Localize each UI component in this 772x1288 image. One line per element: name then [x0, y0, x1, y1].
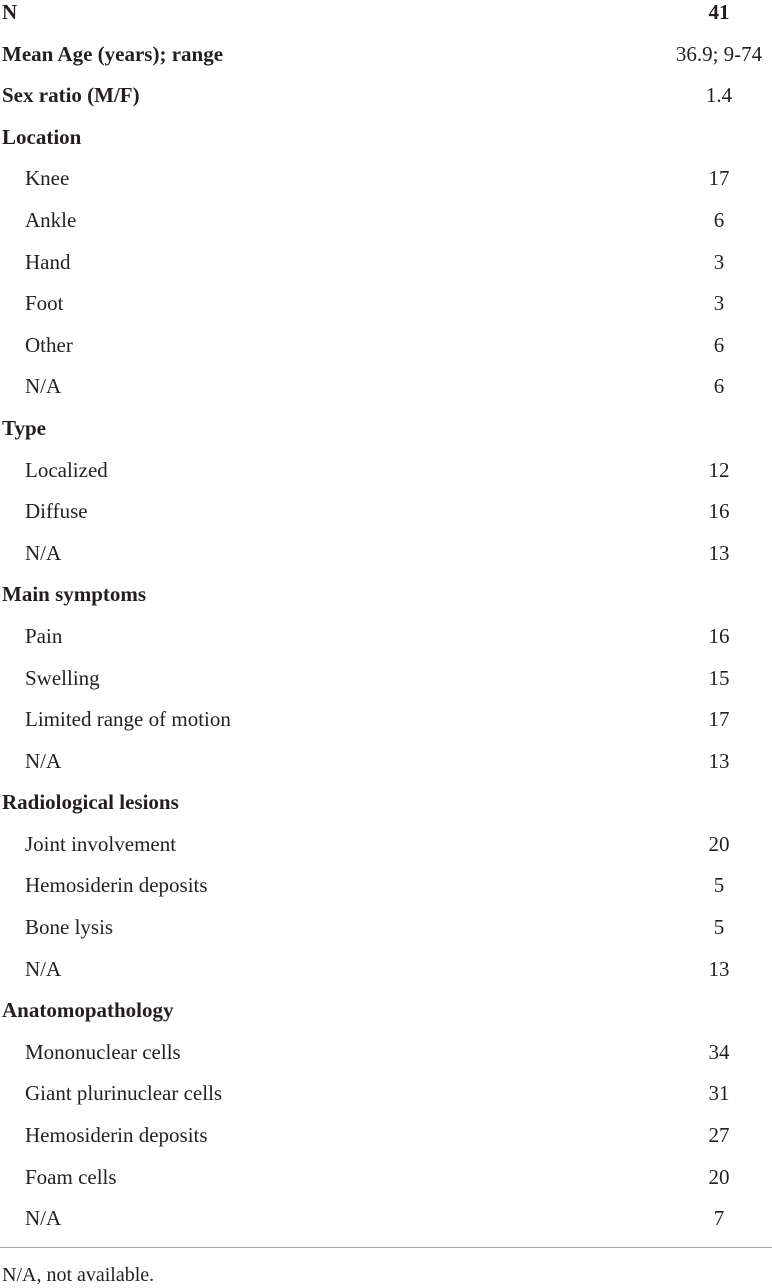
- table-row: [0, 166, 772, 208]
- row-label: Hemosiderin deposits: [25, 1123, 208, 1148]
- row-label: Other: [25, 332, 73, 357]
- table-row: [0, 1206, 772, 1248]
- table-row: [0, 915, 772, 957]
- row-value: 3: [713, 291, 725, 316]
- row-value: 12: [708, 457, 730, 482]
- table-row: [0, 458, 772, 500]
- row-label: Giant plurinuclear cells: [25, 1081, 223, 1106]
- table-row: [0, 582, 772, 624]
- table-row: [0, 1165, 772, 1207]
- row-value: 6: [713, 332, 725, 357]
- table-row: [0, 250, 772, 292]
- row-label: N/A: [25, 956, 62, 981]
- row-label: Foot: [25, 291, 64, 316]
- row-value: 31: [708, 1081, 730, 1106]
- table-row: [0, 624, 772, 666]
- table-row: [0, 416, 772, 458]
- table-row: [0, 790, 772, 832]
- table-row: [0, 998, 772, 1040]
- row-value: 5: [713, 873, 725, 898]
- row-heading: Type: [2, 415, 46, 440]
- row-heading: Radiological lesions: [2, 790, 179, 815]
- table-row: [0, 333, 772, 375]
- row-value: 17: [708, 707, 730, 732]
- row-label: Swelling: [25, 665, 100, 690]
- table-row: [0, 0, 772, 42]
- table-row: [0, 125, 772, 167]
- row-label: N/A: [25, 540, 62, 565]
- row-label: Hand: [25, 249, 71, 274]
- row-value: 17: [708, 166, 730, 191]
- table-row: [0, 1040, 772, 1082]
- table-row: [0, 499, 772, 541]
- row-value: 16: [708, 623, 730, 648]
- row-label: Localized: [25, 457, 108, 482]
- row-heading: Main symptoms: [2, 582, 147, 607]
- row-value: 6: [713, 374, 725, 399]
- row-value: 34: [708, 1039, 730, 1064]
- table-row: [0, 208, 772, 250]
- row-heading: Mean Age (years); range: [2, 41, 224, 66]
- table-row: [0, 541, 772, 583]
- row-label: Joint involvement: [25, 831, 177, 856]
- table-row: [0, 666, 772, 708]
- table-row: [0, 873, 772, 915]
- row-label: Mononuclear cells: [25, 1039, 181, 1064]
- table-bottom-rule: [0, 1247, 772, 1248]
- table-row: [0, 374, 772, 416]
- row-value: 3: [713, 249, 725, 274]
- row-value: 20: [708, 831, 730, 856]
- row-label: N/A: [25, 374, 62, 399]
- table-row: [0, 1123, 772, 1165]
- row-value: 16: [708, 499, 730, 524]
- row-label: Pain: [25, 623, 63, 648]
- row-label: N/A: [25, 748, 62, 773]
- table-row: [0, 749, 772, 791]
- row-value: 36.9; 9-74: [675, 41, 763, 66]
- row-value: 20: [708, 1164, 730, 1189]
- row-value: 27: [708, 1123, 730, 1148]
- row-value: 41: [708, 0, 730, 24]
- row-heading: Anatomopathology: [2, 998, 174, 1023]
- row-value: 6: [713, 207, 725, 232]
- table-row: [0, 83, 772, 125]
- row-value: 13: [708, 956, 730, 981]
- table-row: [0, 957, 772, 999]
- row-value: 7: [713, 1206, 725, 1231]
- table-row: [0, 1081, 772, 1123]
- row-label: Limited range of motion: [25, 707, 231, 732]
- row-value: 13: [708, 540, 730, 565]
- row-value: 5: [713, 915, 725, 940]
- row-value: 1.4: [705, 83, 733, 108]
- table-row: [0, 707, 772, 749]
- row-label: Ankle: [25, 207, 77, 232]
- row-label: N/A: [25, 1206, 62, 1231]
- row-label: Foam cells: [25, 1164, 117, 1189]
- row-value: 15: [708, 665, 730, 690]
- row-label: Bone lysis: [25, 915, 114, 940]
- row-label: Diffuse: [25, 499, 88, 524]
- table-row: [0, 832, 772, 874]
- row-heading: Sex ratio (M/F): [2, 83, 140, 108]
- row-label: Knee: [25, 166, 70, 191]
- table-row: [0, 291, 772, 333]
- row-label: Hemosiderin deposits: [25, 873, 208, 898]
- row-heading: N: [2, 0, 18, 24]
- row-value: 13: [708, 748, 730, 773]
- table-footnote: N/A, not available.: [2, 1264, 155, 1286]
- row-heading: Location: [2, 124, 82, 149]
- table-row: [0, 42, 772, 84]
